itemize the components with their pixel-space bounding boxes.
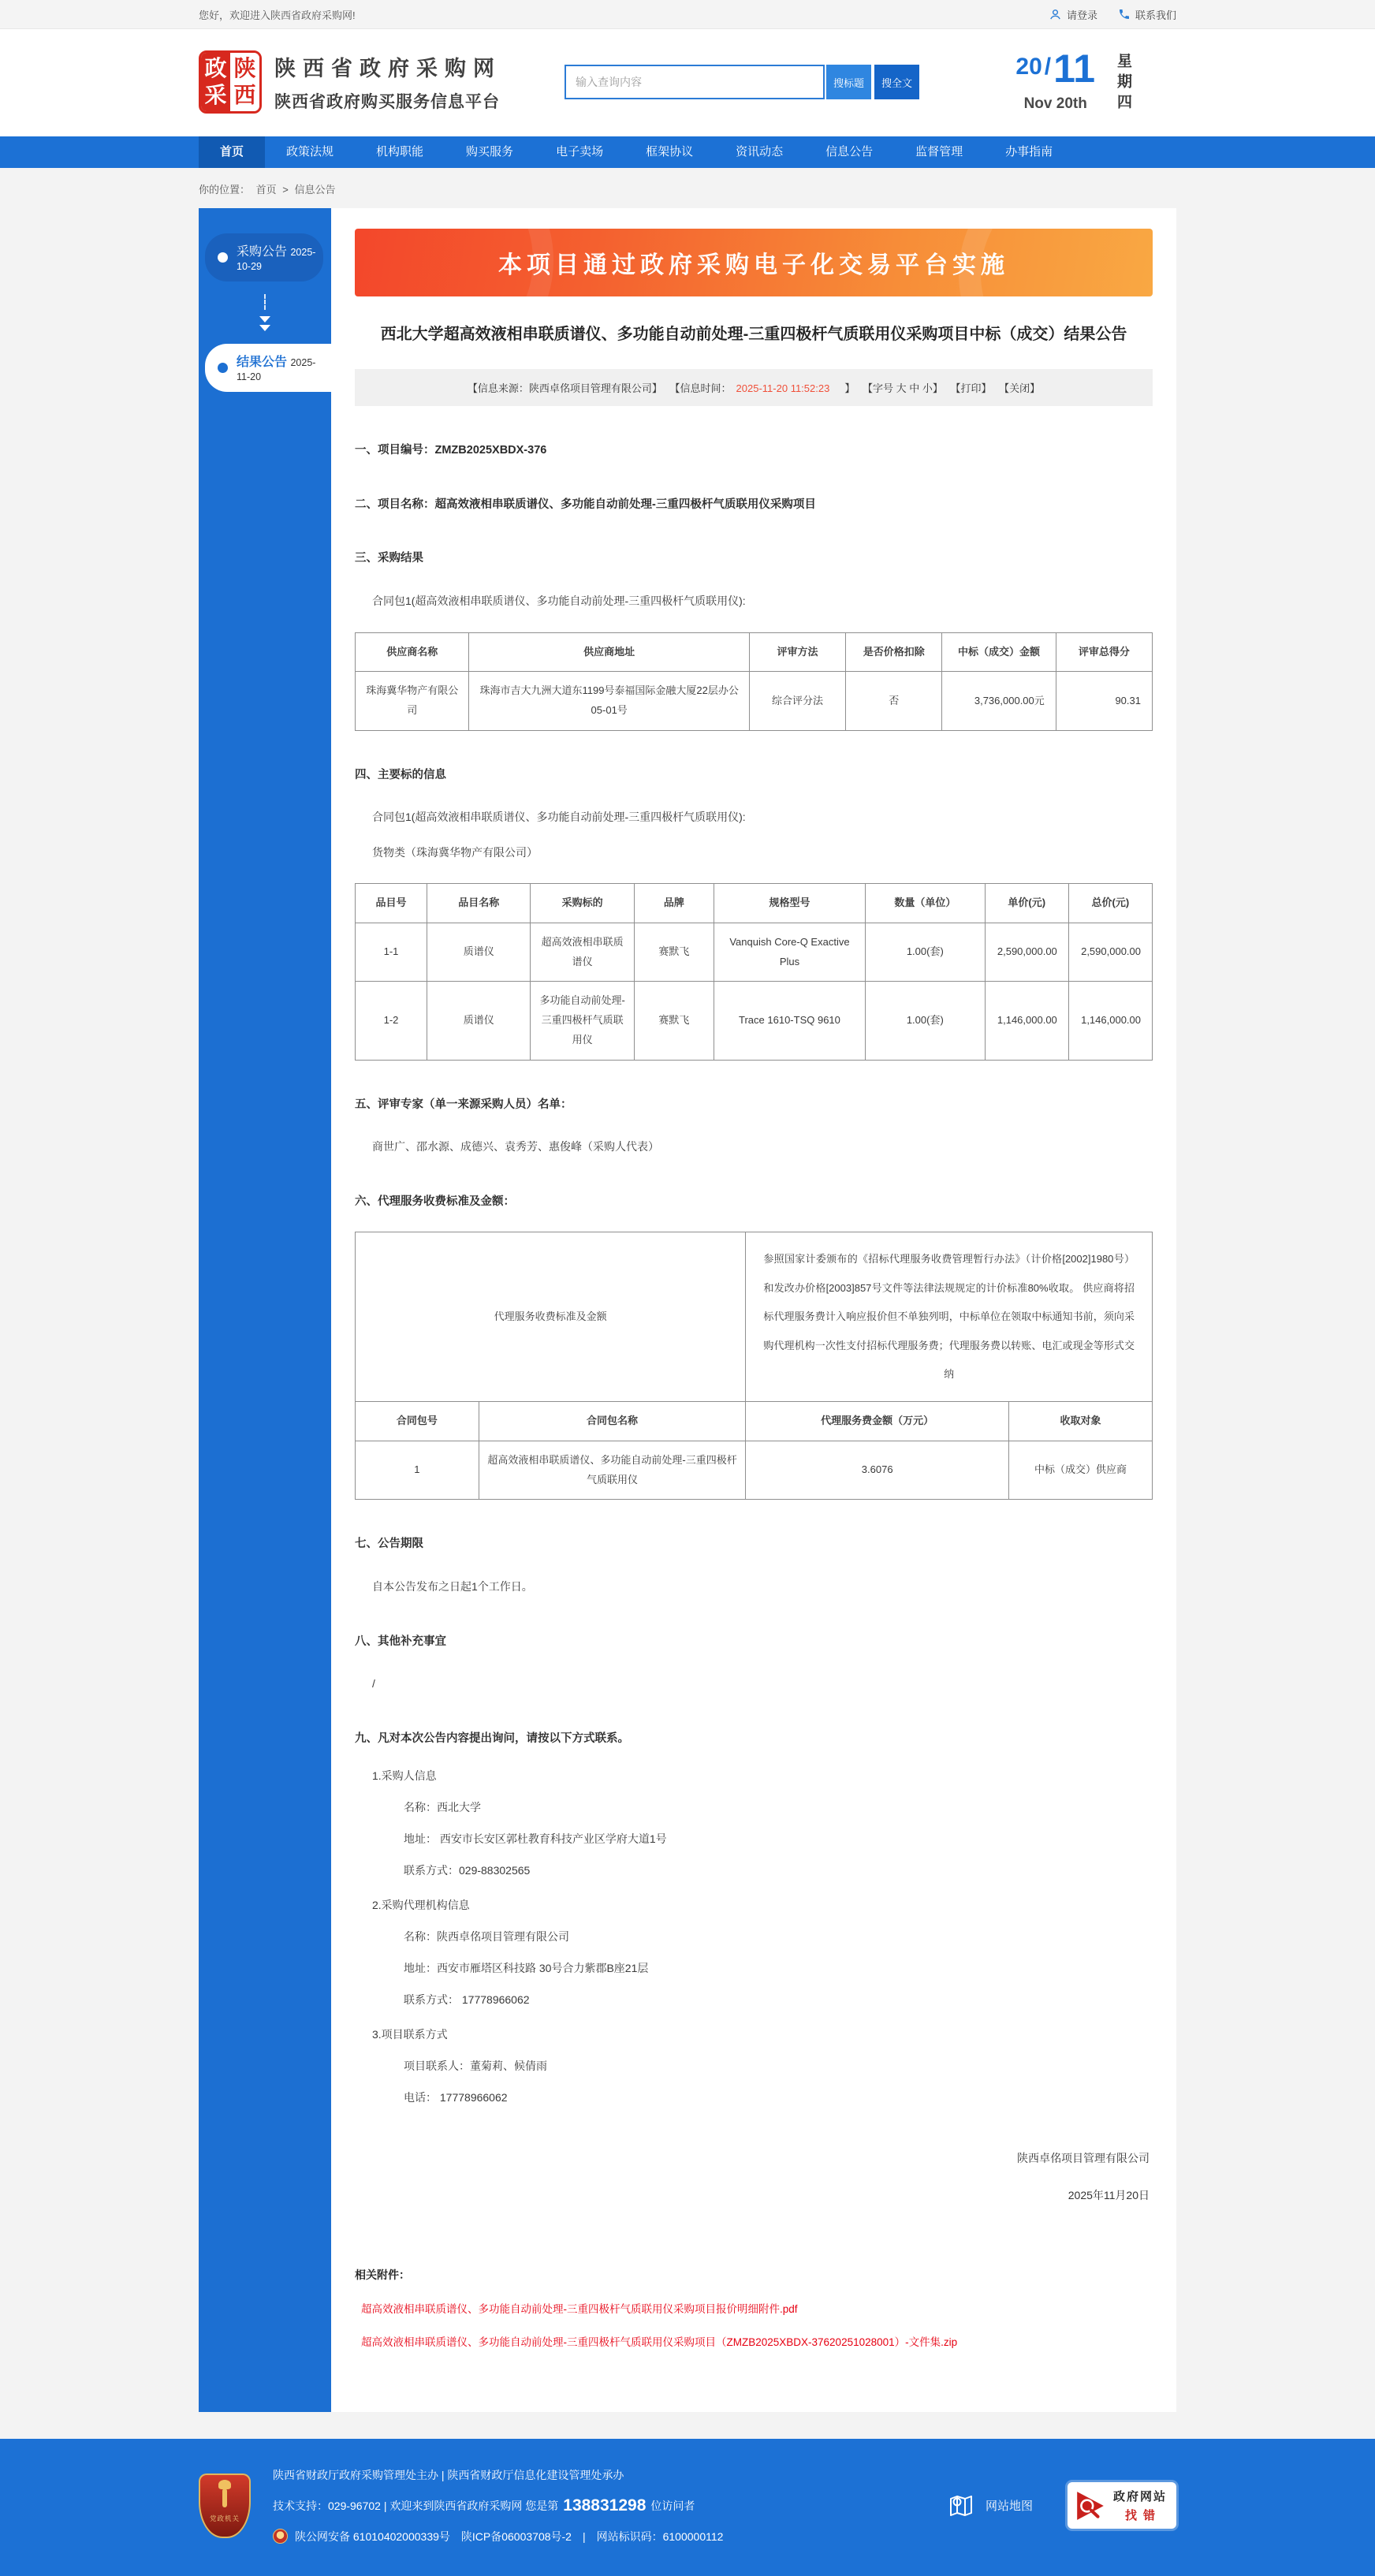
site-subtitle: 陕西省政府购买服务信息平台: [274, 93, 500, 111]
section-3-package: 合同包1(超高效液相串联质谱仪、多功能自动前处理-三重四极杆气质联用仪):: [372, 594, 746, 607]
table-cell-package-name: 超高效液相串联质谱仪、多功能自动前处理-三重四极杆气质联用仪: [479, 1441, 746, 1500]
table-header-cell: 数量（单位）: [866, 884, 986, 923]
gov-site-error-report-badge[interactable]: [1068, 2482, 1176, 2529]
header: [0, 29, 1375, 136]
notice-period-text: 自本公告发布之日起1个工作日。: [372, 1580, 533, 1594]
article-content: [331, 208, 1176, 2412]
table-cell-unit-price: 2,590,000.00: [985, 923, 1068, 982]
date-separator: /: [1044, 54, 1052, 80]
table-cell-target: 多功能自动前处理-三重四极杆气质联用仪: [531, 982, 634, 1060]
shield-label: 党政机关: [209, 2514, 240, 2522]
table-cell-item-name: 质谱仪: [427, 923, 530, 982]
government-shield-icon: [199, 2473, 251, 2538]
table-header-cell: 评审总得分: [1056, 632, 1152, 672]
timeline-arrow-icon: [199, 294, 331, 331]
section-8-heading: 八、其他补充事宜: [355, 1635, 446, 1648]
table-header-cell: 规格型号: [714, 884, 865, 923]
welcome-text: 您好，欢迎进入陕西省政府采购网!: [199, 9, 356, 21]
table-cell-model: Vanquish Core-Q Exactive Plus: [714, 923, 865, 982]
sitemap-label: 网站地图: [985, 2500, 1033, 2514]
table-cell-qty: 1.00(套): [866, 923, 986, 982]
table-header-cell: 采购标的: [531, 884, 634, 923]
main-nav: [0, 136, 1375, 168]
sidebar-step-result-notice[interactable]: [205, 344, 331, 392]
table-row: [356, 1441, 1153, 1500]
table-header-cell: 合同包名称: [479, 1402, 746, 1441]
procurement-result-table: [355, 632, 1153, 731]
agency-fee-table: [355, 1232, 1153, 1500]
login-link[interactable]: [1049, 7, 1097, 22]
table-cell-price-deduction: 否: [846, 672, 942, 730]
table-cell-item-name: 质谱仪: [427, 982, 530, 1060]
step-label: 结果公告: [237, 356, 288, 369]
nav-item-guide[interactable]: 办事指南: [1005, 145, 1053, 158]
article-meta-bar: [355, 369, 1153, 406]
table-cell-target: 超高效液相串联质谱仪: [531, 923, 634, 982]
step-date: 2025-11-20: [237, 357, 316, 382]
contact-label: 联系我们: [1135, 9, 1176, 21]
sidebar-step-procurement-notice[interactable]: [205, 233, 323, 281]
table-header-cell: 代理服务费金额（万元）: [746, 1402, 1009, 1441]
breadcrumb-separator: >: [282, 184, 289, 196]
logo-char: 西: [233, 83, 256, 107]
section-9-heading: 九、凡对本次公告内容提出询问，请按以下方式联系。: [355, 1732, 629, 1745]
table-header-cell: 品目号: [356, 884, 427, 923]
fee-standard-label: 代理服务收费标准及金额: [356, 1232, 746, 1402]
project-contact-phone: 电话： 17778966062: [404, 2090, 508, 2104]
timeline-sidebar: [199, 208, 331, 2412]
breadcrumb-prefix: 你的位置：: [199, 184, 251, 196]
step-dot-icon: [218, 363, 228, 373]
table-cell-payer: 中标（成交）供应商: [1009, 1441, 1153, 1500]
meta-time-label: 【信息时间：: [669, 382, 732, 394]
table-row: [356, 982, 1153, 1060]
step-label: 采购公告: [237, 245, 288, 259]
search-area: [565, 65, 919, 99]
date-widget: [1015, 47, 1176, 114]
attachments-section: [355, 2267, 1153, 2349]
print-button[interactable]: 【打印】: [950, 382, 992, 394]
table-header-cell: 供应商地址: [469, 632, 750, 672]
nav-item-news[interactable]: 资讯动态: [736, 145, 784, 158]
footer-organizer-line: 陕西省财政厅政府采购管理处主办 | 陕西省财政厅信息化建设管理处承办: [273, 2468, 624, 2481]
nav-item-policies[interactable]: 政策法规: [286, 145, 334, 158]
footer: [0, 2439, 1375, 2576]
table-cell-supplier: 珠海冀华物产有限公司: [356, 672, 469, 730]
nav-item-functions[interactable]: 机构职能: [376, 145, 424, 158]
breadcrumb: [199, 168, 1176, 208]
map-icon: [947, 2492, 975, 2520]
error-badge-line2: 找错: [1124, 2509, 1161, 2523]
buyer-name: 名称：西北大学: [404, 1800, 481, 1814]
signature-company: 陕西卓佲项目管理有限公司: [1017, 2151, 1150, 2164]
nav-item-supervision[interactable]: 监督管理: [915, 145, 963, 158]
meta-source: 【信息来源：陕西卓佲项目管理有限公司】: [467, 382, 662, 394]
section-1-heading: 一、项目编号：ZMZB2025XBDX-376: [355, 444, 547, 457]
table-header-cell: 总价(元): [1068, 884, 1152, 923]
buyer-phone: 联系方式：029-88302565: [404, 1863, 531, 1877]
phone-icon: [1118, 8, 1131, 21]
error-finder-icon: [1074, 2489, 1107, 2522]
table-row: [356, 672, 1153, 730]
table-cell-brand: 赛默飞: [634, 923, 714, 982]
table-cell-fee-amount: 3.6076: [746, 1441, 1009, 1500]
table-cell-brand: 赛默飞: [634, 982, 714, 1060]
date-weekday: 星期四: [1115, 53, 1131, 114]
nav-item-home[interactable]: 首页: [199, 136, 265, 168]
logo-char: 陕: [233, 56, 256, 80]
table-header-cell: 品目名称: [427, 884, 530, 923]
page-title: 西北大学超高效液相串联质谱仪、多功能自动前处理-三重四极杆气质联用仪采购项目中标（成交）结果公告: [380, 326, 1127, 343]
table-header-cell: 是否价格扣除: [846, 632, 942, 672]
section-4-package: 合同包1(超高效液相串联质谱仪、多功能自动前处理-三重四极杆气质联用仪):: [372, 811, 746, 824]
logo-char: 政: [204, 56, 227, 80]
contact-link[interactable]: [1118, 7, 1176, 22]
buyer-info-title: 1.采购人信息: [372, 1769, 437, 1782]
login-label: 请登录: [1066, 9, 1097, 21]
signature-block: [355, 2140, 1153, 2215]
footer-support-prefix: 技术支持：029-96702 | 欢迎来到陕西省政府采购网 您是第: [273, 2499, 559, 2512]
table-header-cell: 品牌: [634, 884, 714, 923]
table-header-cell: 合同包号: [356, 1402, 479, 1441]
agency-phone: 联系方式： 17778966062: [404, 1993, 530, 2006]
table-cell-address: 珠海市吉大九洲大道东1199号泰福国际金融大厦22层办公05-01号: [469, 672, 750, 730]
supplementary-text: /: [372, 1677, 375, 1691]
search-input[interactable]: [565, 65, 825, 99]
meta-time-value: 2025-11-20 11:52:23: [736, 382, 830, 394]
buyer-address: 地址： 西安市长安区郭杜教育科技产业区学府大道1号: [404, 1832, 667, 1845]
meta-time-close: 】: [834, 382, 855, 394]
section-7-heading: 七、公告期限: [355, 1538, 423, 1551]
expert-names: 商世广、邵水源、成德兴、袁秀芳、惠俊峰（采购人代表）: [372, 1140, 659, 1154]
section-4-category: 货物类（珠海冀华物产有限公司）: [372, 845, 538, 859]
banner-text: 本项目通过政府采购电子化交易平台实施: [498, 252, 1009, 278]
table-cell-score: 90.31: [1056, 672, 1152, 730]
table-cell-total-price: 2,590,000.00: [1068, 923, 1152, 982]
breadcrumb-home[interactable]: 首页: [255, 184, 277, 196]
date-month: 11: [1053, 47, 1095, 91]
site-logo: [199, 50, 262, 114]
search-title-button[interactable]: 搜标题: [826, 65, 871, 99]
agency-info-title: 2.采购代理机构信息: [372, 1898, 470, 1911]
breadcrumb-current[interactable]: 信息公告: [294, 184, 336, 196]
table-header-cell: 收取对象: [1009, 1402, 1153, 1441]
project-contact-title: 3.项目联系方式: [372, 2027, 448, 2041]
section-3-heading: 三、采购结果: [355, 552, 423, 565]
attachments-label: 相关附件：: [355, 2268, 410, 2281]
table-header-cell: 供应商名称: [356, 632, 469, 672]
sitemap-link[interactable]: [947, 2492, 1033, 2520]
logo-char: 采: [204, 83, 227, 107]
table-cell-package-no: 1: [356, 1441, 479, 1500]
table-cell-unit-price: 1,146,000.00: [985, 982, 1068, 1060]
bid-items-table: [355, 883, 1153, 1060]
user-icon: [1049, 8, 1062, 21]
main-area: [199, 208, 1176, 2412]
date-day: 20: [1015, 54, 1042, 80]
table-row: [356, 923, 1153, 982]
platform-banner: [355, 229, 1153, 296]
table-header-cell: 评审方法: [749, 632, 845, 672]
signature-date: 2025年11月20日: [1068, 2189, 1150, 2202]
topbar: [0, 0, 1375, 29]
date-english: Nov 20th: [1023, 95, 1087, 112]
agency-name: 名称：陕西卓佲项目管理有限公司: [404, 1929, 569, 1943]
attachment-link-pdf[interactable]: 超高效液相串联质谱仪、多功能自动前处理-三重四极杆气质联用仪采购项目报价明细附件.pdf: [361, 2302, 798, 2315]
font-size-controls[interactable]: 【字号 大 中 小】: [862, 382, 943, 394]
visitor-count: 138831298: [563, 2496, 647, 2514]
table-cell-method: 综合评分法: [749, 672, 845, 730]
table-cell-qty: 1.00(套): [866, 982, 986, 1060]
error-badge-line1: 政府网站: [1112, 2490, 1167, 2504]
agency-address: 地址：西安市雁塔区科技路 30号合力紫郡B座21层: [404, 1961, 649, 1974]
nav-item-purchase-services[interactable]: 购买服务: [466, 145, 514, 158]
public-security-badge-icon: [273, 2529, 288, 2544]
table-header-cell: 单价(元): [985, 884, 1068, 923]
attachment-link-zip[interactable]: 超高效液相串联质谱仪、多功能自动前处理-三重四极杆气质联用仪采购项目（ZMZB2025XBDX-37620251028001）-文件集.zip: [361, 2336, 958, 2348]
nav-item-framework[interactable]: 框架协议: [646, 145, 694, 158]
search-fulltext-button[interactable]: 搜全文: [874, 65, 919, 99]
section-5-heading: 五、评审专家（单一来源采购人员）名单：: [355, 1098, 572, 1111]
step-date: 2025-10-29: [237, 247, 316, 272]
table-cell-item-no: 1-1: [356, 923, 427, 982]
nav-item-announcements[interactable]: 信息公告: [825, 145, 874, 158]
fee-standard-text: 参照国家计委颁布的《招标代理服务收费管理暂行办法》（计价格[2002]1980号）和发改办价格[2003]857号文件等法律法规规定的计价标准80%收取。 供应商将招标代理服务费计入响应报价但不单独列明，中标单位在领取中标通知书前，须向采购代理机构一次性支付招标代理服务费；代理服务费以转账、电汇或现金等形式交纳: [746, 1232, 1153, 1402]
project-contact-names: 项目联系人：董菊莉、候倩雨: [404, 2059, 547, 2072]
section-4-heading: 四、主要标的信息: [355, 768, 446, 781]
table-header-cell: 中标（成交）金额: [942, 632, 1056, 672]
section-2-heading: 二、项目名称：超高效液相串联质谱仪、多功能自动前处理-三重四极杆气质联用仪采购项目: [355, 498, 816, 511]
table-cell-item-no: 1-2: [356, 982, 427, 1060]
nav-item-e-market[interactable]: 电子卖场: [556, 145, 604, 158]
step-dot-icon: [218, 252, 228, 263]
table-cell-amount: 3,736,000.00元: [942, 672, 1056, 730]
site-name: 陕西省政府采购网: [274, 57, 501, 80]
footer-support-suffix: 位访问者: [650, 2499, 695, 2512]
footer-icp-line: 陕公网安备 61010402000339号 陕ICP备06003708号-2 | 网站标识码：6100000112: [295, 2529, 724, 2543]
table-cell-model: Trace 1610-TSQ 9610: [714, 982, 865, 1060]
close-button[interactable]: 【关闭】: [999, 382, 1041, 394]
section-6-heading: 六、代理服务收费标准及金额：: [355, 1195, 515, 1208]
table-cell-total-price: 1,146,000.00: [1068, 982, 1152, 1060]
